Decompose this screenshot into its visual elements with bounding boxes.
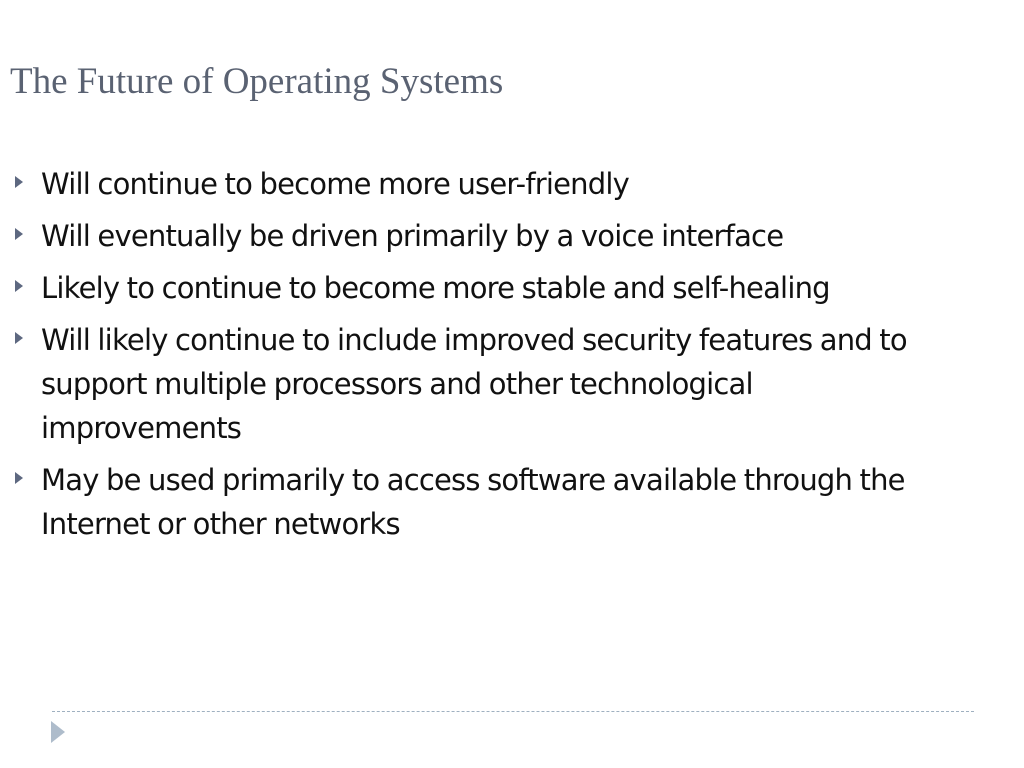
slide-title: The Future of Operating Systems — [10, 61, 504, 102]
triangle-bullet-icon — [15, 332, 23, 344]
footer-divider — [52, 711, 974, 712]
bullet-text: May be used primarily to access software available through the Internet or other networks — [41, 463, 905, 541]
triangle-bullet-icon — [15, 176, 23, 188]
bullet-text: Will likely continue to include improved security features and to support multiple processors and other technological improvements — [41, 323, 907, 445]
bullet-item-1 — [0, 162, 1024, 206]
triangle-arrow-icon — [51, 721, 65, 743]
bullet-item-3 — [0, 266, 1024, 310]
bullet-text: Likely to continue to become more stable and self-healing — [41, 271, 830, 305]
bullet-item-5 — [0, 458, 1024, 546]
bullet-item-4 — [0, 318, 1024, 450]
triangle-bullet-icon — [15, 280, 23, 292]
triangle-bullet-icon — [15, 472, 23, 484]
bullet-item-2 — [0, 214, 1024, 258]
bullet-text: Will eventually be driven primarily by a voice interface — [41, 219, 784, 253]
bullet-list — [0, 162, 1024, 554]
triangle-bullet-icon — [15, 228, 23, 240]
bullet-text: Will continue to become more user-friendly — [41, 167, 629, 201]
